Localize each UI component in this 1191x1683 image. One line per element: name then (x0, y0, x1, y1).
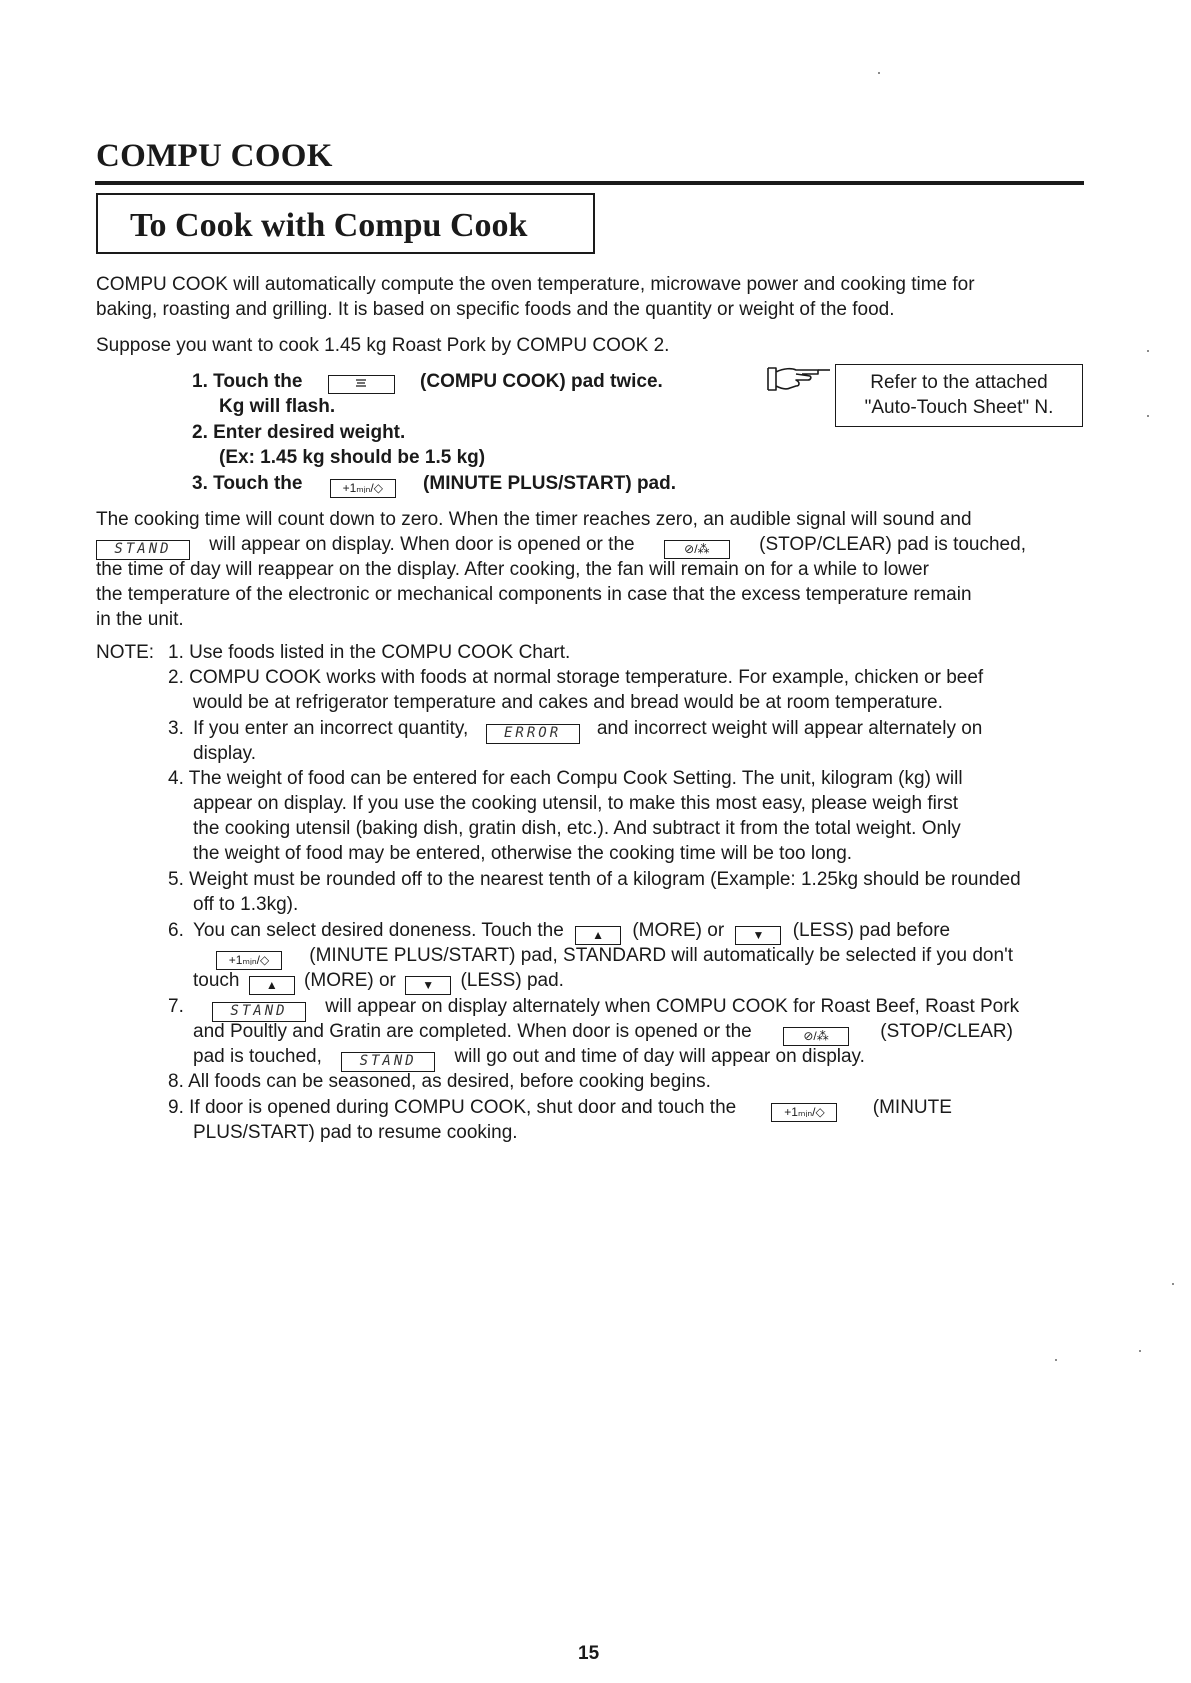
note-5-line-2: off to 1.3kg). (193, 894, 299, 915)
note-6-text-c: (LESS) pad before (792, 920, 951, 941)
intro-line-1: COMPU COOK will automatically compute the oven temperature, microwave power and cooking time for (96, 274, 975, 295)
note-7-text-c: (STOP/CLEAR) (880, 1021, 1013, 1042)
note-4-line-3: the cooking utensil (baking dish, gratin dish, etc.). And subtract it from the total weight. Only (193, 818, 961, 839)
subtitle: To Cook with Compu Cook (130, 207, 528, 244)
note-7-text-d: pad is touched, (193, 1046, 322, 1067)
minute-plus-start-pad: +1ₘᵢₙ/◇ (330, 479, 396, 498)
page-number: 15 (578, 1643, 600, 1664)
less-pad: ▼ (735, 926, 781, 945)
intro-line-2: baking, roasting and grilling. It is based on specific foods and the quantity or weight of the food. (96, 299, 895, 320)
lcd-error-display: ERROR (486, 724, 580, 744)
note-9-line-2: PLUS/START) pad to resume cooking. (193, 1122, 518, 1143)
scan-speck (1172, 1283, 1174, 1285)
note-8: 8. All foods can be seasoned, as desired, before cooking begins. (168, 1071, 711, 1092)
note-label: NOTE: (96, 642, 155, 663)
note-6-text-e: touch (193, 970, 240, 991)
note-6-text-g: (LESS) pad. (460, 970, 564, 991)
more-pad: ▲ (575, 926, 621, 945)
note-6-text-b: (MORE) or (632, 920, 725, 941)
scan-speck (1147, 415, 1149, 417)
note-7-line-1 (212, 994, 1019, 1022)
step-1-flash: Kg will flash. (219, 396, 336, 417)
step-2-example: (Ex: 1.45 kg should be 1.5 kg) (219, 447, 486, 468)
refer-box (835, 364, 1083, 427)
note-3-pre: If you enter an incorrect quantity, (193, 718, 469, 739)
paragraph-line-2 (96, 532, 1026, 560)
paragraph-line-1: The cooking time will count down to zero. When the timer reaches zero, an audible signal will sound and (96, 509, 972, 530)
minute-plus-start-pad: +1ₘᵢₙ/◇ (216, 951, 282, 970)
step-1-text: (COMPU COOK) pad twice. (420, 371, 663, 392)
note-6-text-f: (MORE) or (304, 970, 396, 991)
note-3-line-2: display. (193, 743, 257, 764)
lcd-stand-display: STAND (341, 1052, 435, 1072)
note-3-post: and incorrect weight will appear alternately on (596, 718, 983, 739)
scan-speck (1139, 1350, 1141, 1352)
paragraph-line-3: the time of day will reappear on the display. After cooking, the fan will remain on for a while to lower (96, 559, 929, 580)
note-7-text-b: and Poultly and Gratin are completed. When door is opened or the (193, 1021, 752, 1042)
note-7-text-e: will go out and time of day will appear on display. (454, 1046, 865, 1067)
note-7-number: 7. (168, 996, 184, 1017)
note-6-line-2 (216, 943, 1013, 970)
compu-cook-pad (328, 375, 395, 394)
stop-clear-pad: ⊘/⁂ (783, 1027, 849, 1046)
step-3 (192, 471, 676, 498)
step-1-label: 1. Touch the (192, 371, 303, 392)
minute-plus-start-pad: +1ₘᵢₙ/◇ (771, 1103, 837, 1122)
note-2-line-2: would be at refrigerator temperature and cakes and bread would be at room temperature. (193, 692, 943, 713)
compu-cook-icon (354, 376, 368, 390)
note-1: 1. Use foods listed in the COMPU COOK Chart. (168, 642, 571, 663)
note-6-text-a: You can select desired doneness. Touch the (193, 920, 564, 941)
note-7-line-2 (193, 1019, 1013, 1046)
note-4-line-4: the weight of food may be entered, otherwise the cooking time will be too long. (193, 843, 853, 864)
refer-line-1: Refer to the attached (870, 372, 1048, 393)
note-4-line-1: 4. The weight of food can be entered for each Compu Cook Setting. The unit, kilogram (kg) will (168, 768, 963, 789)
note-7-text-a: will appear on display alternately when COMPU COOK for Roast Beef, Roast Pork (325, 996, 1020, 1017)
step-3-label: 3. Touch the (192, 473, 303, 494)
note-9-line-1 (168, 1095, 952, 1122)
more-pad: ▲ (249, 976, 295, 995)
paragraph-line-5: in the unit. (96, 609, 184, 630)
title-rule (95, 181, 1084, 185)
scan-speck (878, 72, 880, 74)
note-3-number: 3. (168, 718, 184, 739)
note-5-line-1: 5. Weight must be rounded off to the nearest tenth of a kilogram (Example: 1.25kg should be rounded (168, 869, 1021, 890)
less-pad: ▼ (405, 976, 451, 995)
pointing-hand-icon (766, 364, 832, 394)
note-3-line-1 (193, 716, 982, 744)
lcd-stand-display: STAND (96, 540, 190, 560)
scan-speck (1055, 1359, 1057, 1361)
step-1 (192, 369, 663, 394)
note-6-line-3 (193, 968, 564, 995)
stop-clear-pad: ⊘/⁂ (664, 540, 730, 559)
paragraph-line-2b: (STOP/CLEAR) pad is touched, (759, 534, 1026, 555)
note-9-text-b: (MINUTE (872, 1097, 952, 1118)
subtitle-box (96, 193, 595, 254)
note-7-line-3 (193, 1044, 865, 1072)
step-2: 2. Enter desired weight. (192, 422, 406, 443)
scan-speck (1147, 350, 1149, 352)
lcd-stand-display: STAND (212, 1002, 306, 1022)
note-9-text-a: 9. If door is opened during COMPU COOK, shut door and touch the (168, 1097, 737, 1118)
intro-suppose: Suppose you want to cook 1.45 kg Roast Pork by COMPU COOK 2. (96, 335, 670, 356)
paragraph-line-2a: will appear on display. When door is opened or the (209, 534, 635, 555)
section-title: COMPU COOK (96, 138, 333, 174)
note-2-line-1: 2. COMPU COOK works with foods at normal storage temperature. For example, chicken or beef (168, 667, 984, 688)
note-4-line-2: appear on display. If you use the cooking utensil, to make this most easy, please weigh first (193, 793, 958, 814)
paragraph-line-4: the temperature of the electronic or mechanical components in case that the excess temperature remain (96, 584, 972, 605)
note-6-text-d: (MINUTE PLUS/START) pad, STANDARD will automatically be selected if you don't (309, 945, 1013, 966)
step-3-text: (MINUTE PLUS/START) pad. (423, 473, 677, 494)
note-6-line-1 (193, 918, 950, 945)
refer-line-2: "Auto-Touch Sheet" N. (864, 397, 1054, 418)
note-6-number: 6. (168, 920, 184, 941)
